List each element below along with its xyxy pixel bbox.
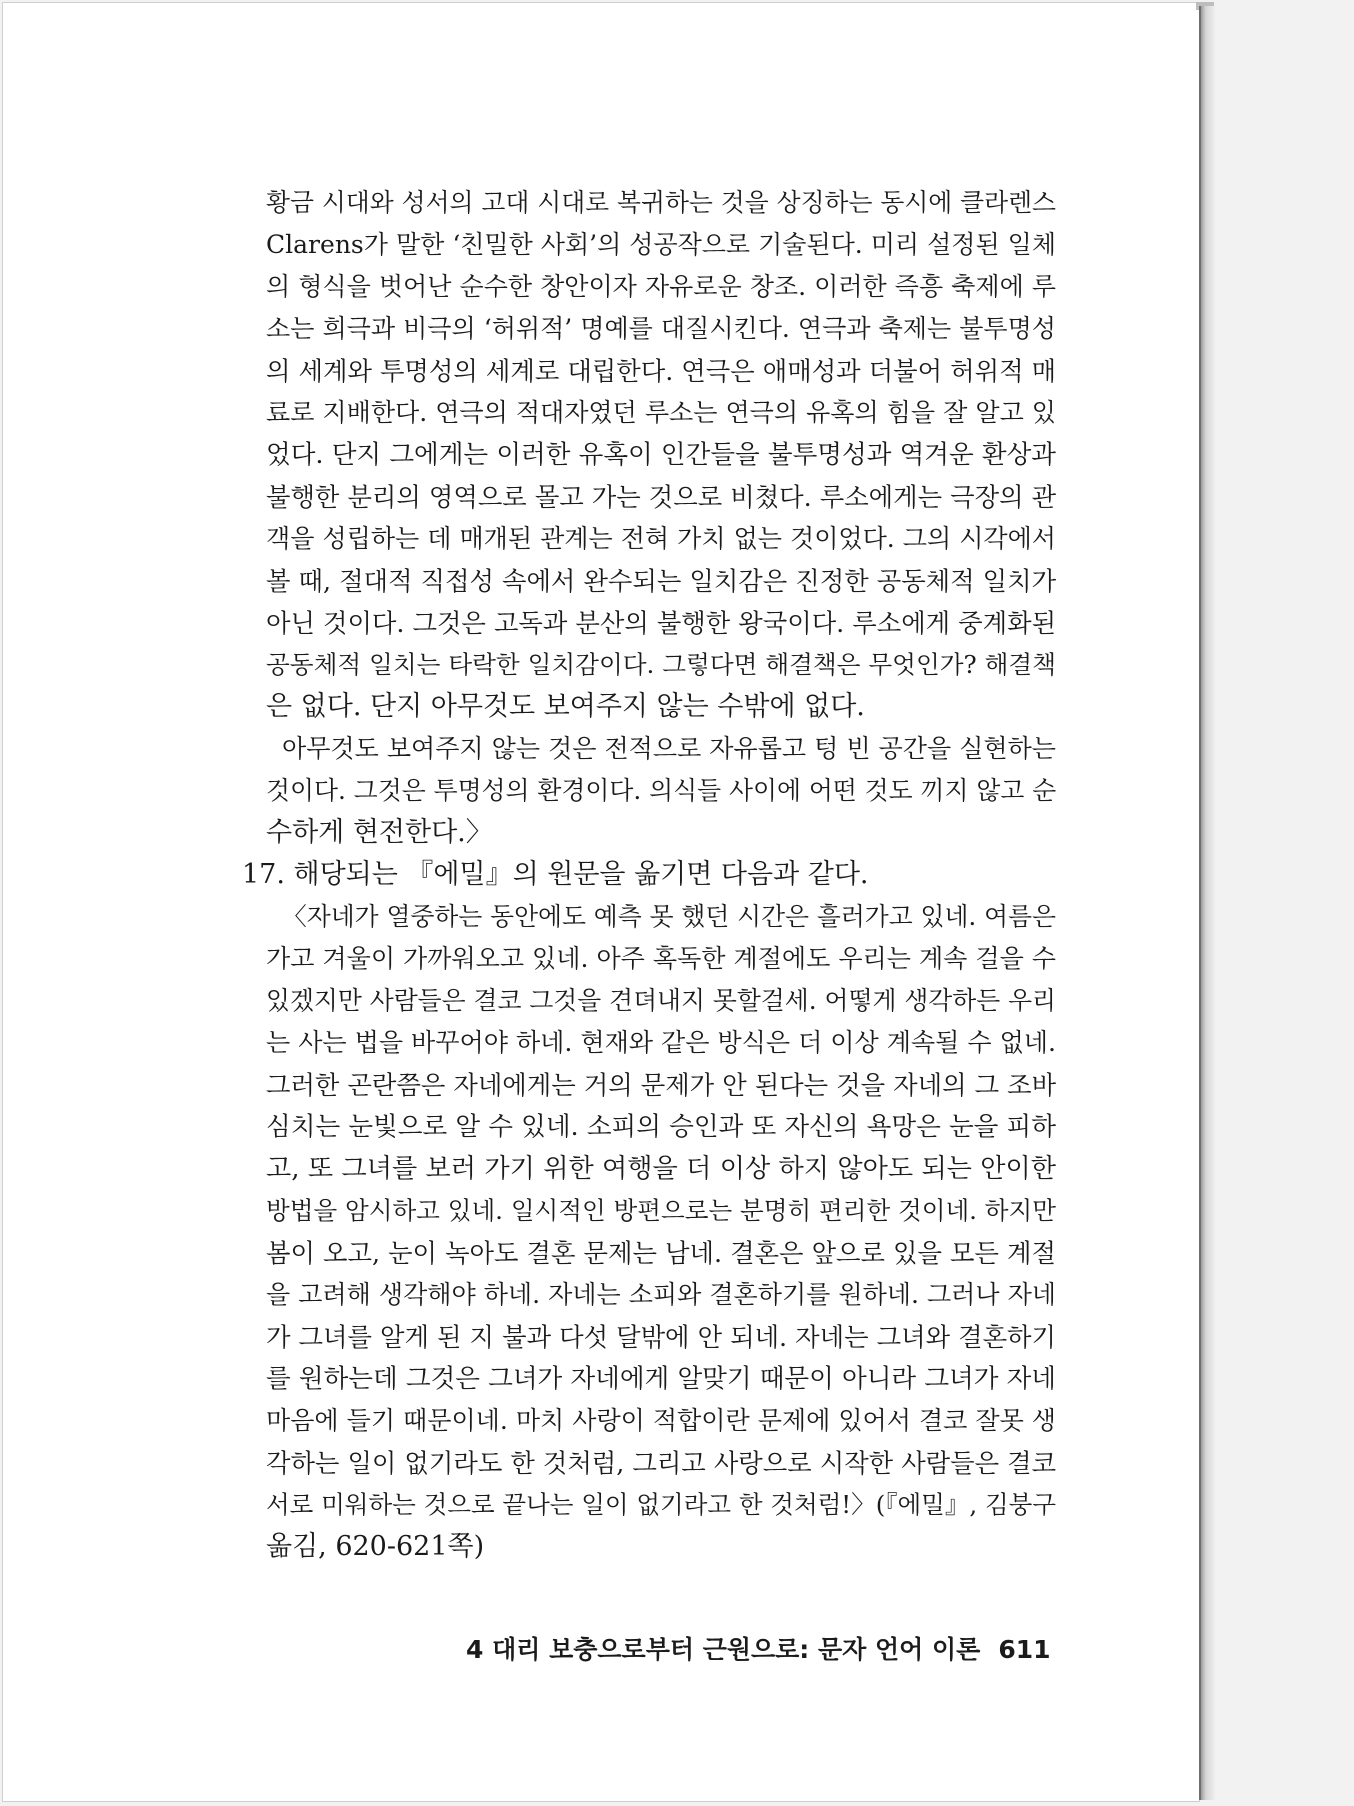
text-line: 서로 미워하는 것으로 끝나는 일이 없기라고 한 것처럼!〉(『에밀』, 김붕구 — [266, 1490, 1056, 1519]
page-stack-edge — [1199, 6, 1215, 1800]
text-line: 〈자네가 열중하는 동안에도 예측 못 했던 시간은 흘러가고 있네. 여름은 — [282, 902, 1056, 931]
running-title: 4 대리 보충으로부터 근원으로: 문자 언어 이론 — [466, 1635, 981, 1664]
text-line: 객을 성립하는 데 매개된 관계는 전혀 가치 없는 것이었다. 그의 시각에서 — [266, 524, 1056, 553]
paragraph-emile-quote — [266, 896, 1056, 1568]
text-line: 볼 때, 절대적 직접성 속에서 완수되는 일치감은 진정한 공동체적 일치가 — [266, 566, 1057, 596]
text-line: Clarens가 말한 ‘친밀한 사회’의 성공작으로 기술된다. 미리 설정된 일체 — [266, 230, 1056, 259]
text-line: 가 그녀를 알게 된 지 불과 다섯 달밖에 안 되네. 자네는 그녀와 결혼하기 — [266, 1322, 1056, 1352]
text-line: 을 고려해 생각해야 하네. 자네는 소피와 결혼하기를 원하네. 그러나 자네 — [266, 1280, 1056, 1309]
text-line: 각하는 일이 없기라도 한 것처럼, 그리고 사랑으로 시작한 사람들은 결코 — [266, 1448, 1057, 1478]
text-line: 고, 또 그녀를 보러 가기 위한 여행을 더 이상 하지 않아도 되는 안이한 — [266, 1154, 1056, 1184]
paragraph-quote-end — [266, 728, 1056, 854]
text-line: 를 원하는데 그것은 그녀가 자네에게 알맞기 때문이 아니라 그녀가 자네 — [266, 1364, 1056, 1394]
text-line: 공동체적 일치는 타락한 일치감이다. 그렇다면 해결책은 무엇인가? 해결책 — [266, 650, 1056, 679]
page-footer — [466, 1630, 1051, 1666]
text-line: 는 사는 법을 바꾸어야 하네. 현재와 같은 방식은 더 이상 계속될 수 없네. — [266, 1028, 1056, 1057]
paragraph-continuation — [266, 182, 1056, 728]
text-line: 심치는 눈빛으로 알 수 있네. 소피의 승인과 또 자신의 욕망은 눈을 피하 — [266, 1112, 1056, 1142]
text-line: 봄이 오고, 눈이 녹아도 결혼 문제는 남네. 결혼은 앞으로 있을 모든 계절 — [266, 1238, 1056, 1268]
page-number: 611 — [998, 1635, 1051, 1664]
body-text — [242, 182, 1057, 1568]
text-line: 아닌 것이다. 그것은 고독과 분산의 불행한 왕국이다. 루소에게 중계화된 — [266, 608, 1057, 638]
footnote-heading: 17. 해당되는 『에밀』의 원문을 옮기면 다음과 같다. — [242, 859, 869, 890]
text-line: 아무것도 보여주지 않는 것은 전적으로 자유롭고 텅 빈 공간을 실현하는 — [282, 734, 1056, 763]
text-line: 수하게 현전한다.〉 — [266, 817, 493, 848]
text-line: 황금 시대와 성서의 고대 시대로 복귀하는 것을 상징하는 동시에 클라렌스 — [266, 188, 1056, 217]
footnote-17 — [242, 854, 1056, 896]
text-line: 옮김, 620-621쪽) — [266, 1531, 485, 1562]
text-line: 마음에 들기 때문이네. 마치 사랑이 적합이란 문제에 있어서 결코 잘못 생 — [266, 1406, 1056, 1435]
text-line: 었다. 단지 그에게는 이러한 유혹이 인간들을 불투명성과 역겨운 환상과 — [266, 440, 1056, 470]
text-line: 은 없다. 단지 아무것도 보여주지 않는 수밖에 없다. — [266, 691, 865, 722]
text-line: 소는 희극과 비극의 ‘허위적’ 명예를 대질시킨다. 연극과 축제는 불투명성 — [266, 314, 1056, 343]
text-line: 의 세계와 투명성의 세계로 대립한다. 연극은 애매성과 더불어 허위적 매 — [266, 356, 1057, 386]
text-line: 료로 지배한다. 연극의 적대자였던 루소는 연극의 유혹의 힘을 잘 알고 있 — [266, 398, 1056, 427]
text-line: 것이다. 그것은 투명성의 환경이다. 의식들 사이에 어떤 것도 끼지 않고 순 — [266, 776, 1057, 805]
text-line: 그러한 곤란쯤은 자네에게는 거의 문제가 안 된다는 것을 자네의 그 조바 — [266, 1070, 1057, 1100]
text-line: 불행한 분리의 영역으로 몰고 가는 것으로 비쳤다. 루소에게는 극장의 관 — [266, 482, 1057, 512]
text-line: 가고 겨울이 가까워오고 있네. 아주 혹독한 계절에도 우리는 계속 걸을 수 — [266, 944, 1056, 973]
text-line: 방법을 암시하고 있네. 일시적인 방편으로는 분명히 편리한 것이네. 하지만 — [266, 1196, 1056, 1225]
text-line: 의 형식을 벗어난 순수한 창안이자 자유로운 창조. 이러한 즉흥 축제에 루 — [266, 272, 1056, 301]
text-line: 있겠지만 사람들은 결코 그것을 견뎌내지 못할걸세. 어떻게 생각하든 우리 — [266, 986, 1056, 1015]
